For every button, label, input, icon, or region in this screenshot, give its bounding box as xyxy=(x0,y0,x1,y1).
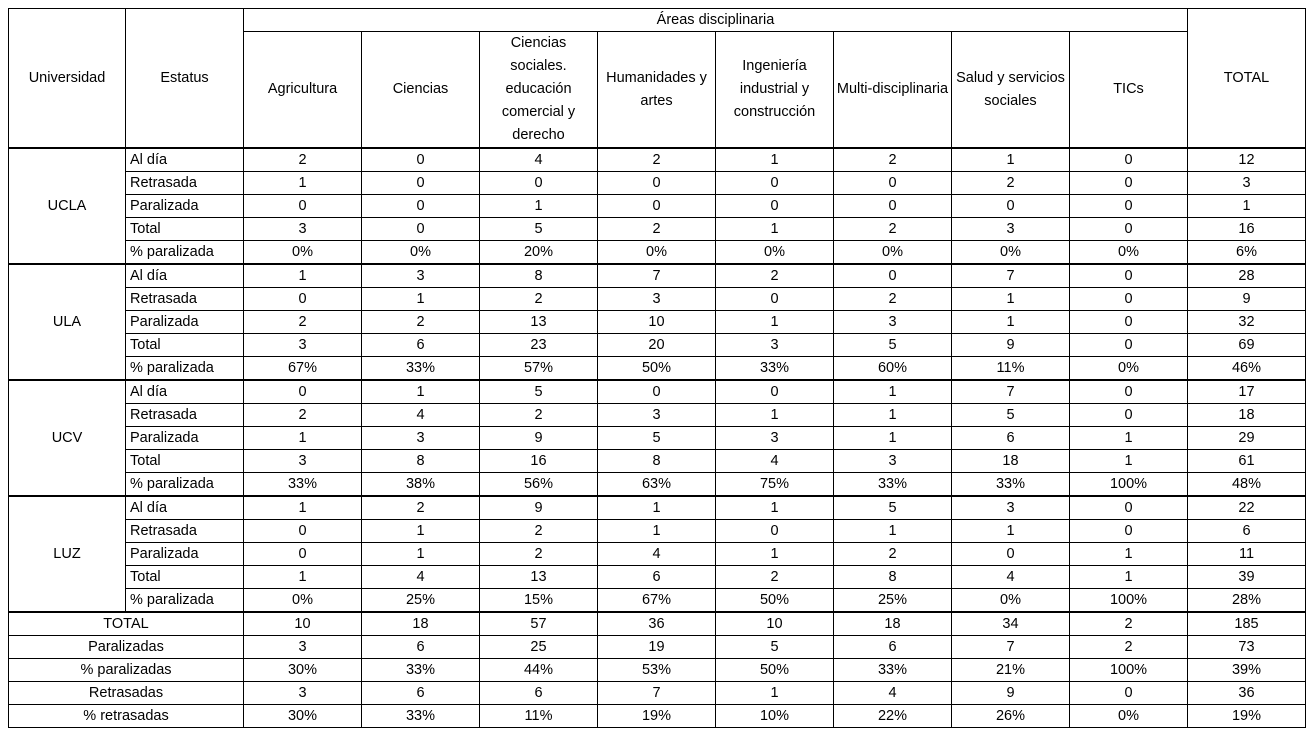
table-cell: 2 xyxy=(362,496,480,520)
table-cell: 0 xyxy=(362,172,480,195)
table-cell: 57% xyxy=(480,357,598,381)
table-cell: 39% xyxy=(1188,659,1306,682)
university-name: UCLA xyxy=(9,148,126,264)
table-cell: 33% xyxy=(834,659,952,682)
table-cell: 5 xyxy=(952,404,1070,427)
table-cell: 3 xyxy=(244,636,362,659)
status-label: Retrasada xyxy=(126,404,244,427)
table-cell: 1 xyxy=(362,520,480,543)
table-cell: 8 xyxy=(362,450,480,473)
table-cell: 61 xyxy=(1188,450,1306,473)
summary-row xyxy=(9,682,1306,705)
table-cell: 0% xyxy=(952,241,1070,265)
table-cell: 1 xyxy=(952,520,1070,543)
table-cell: 25 xyxy=(480,636,598,659)
table-cell: 25% xyxy=(834,589,952,613)
table-cell: 0 xyxy=(244,520,362,543)
table-cell: 7 xyxy=(598,264,716,288)
table-cell: 33% xyxy=(362,659,480,682)
table-cell: 18 xyxy=(834,612,952,636)
table-cell: 63% xyxy=(598,473,716,497)
table-cell: 18 xyxy=(1188,404,1306,427)
table-row xyxy=(9,195,1306,218)
table-cell: 0 xyxy=(362,218,480,241)
status-label: % paralizada xyxy=(126,473,244,497)
table-cell: 1 xyxy=(244,264,362,288)
status-label: Retrasada xyxy=(126,172,244,195)
status-label: Paralizada xyxy=(126,543,244,566)
table-cell: 33% xyxy=(952,473,1070,497)
table-cell: 0 xyxy=(598,380,716,404)
table-cell: 4 xyxy=(362,566,480,589)
table-cell: 16 xyxy=(480,450,598,473)
table-cell: 0 xyxy=(1070,520,1188,543)
table-row xyxy=(9,566,1306,589)
table-cell: 10 xyxy=(716,612,834,636)
status-label: % paralizada xyxy=(126,589,244,613)
table-cell: 1 xyxy=(716,682,834,705)
university-status-table xyxy=(8,8,1306,728)
table-cell: 53% xyxy=(598,659,716,682)
table-cell: 100% xyxy=(1070,659,1188,682)
table-cell: 1 xyxy=(952,148,1070,172)
table-row xyxy=(9,520,1306,543)
table-cell: 2 xyxy=(834,218,952,241)
table-cell: 0 xyxy=(362,148,480,172)
table-cell: 6 xyxy=(952,427,1070,450)
university-name: UCV xyxy=(9,380,126,496)
table-cell: 100% xyxy=(1070,589,1188,613)
header-total: TOTAL xyxy=(1188,9,1306,149)
table-cell: 2 xyxy=(244,311,362,334)
table-cell: 2 xyxy=(1070,636,1188,659)
table-cell: 0 xyxy=(1070,404,1188,427)
table-cell: 0 xyxy=(834,264,952,288)
table-cell: 69 xyxy=(1188,334,1306,357)
table-cell: 1 xyxy=(244,427,362,450)
table-cell: 13 xyxy=(480,566,598,589)
table-cell: 1 xyxy=(362,288,480,311)
table-cell: 19% xyxy=(598,705,716,728)
table-cell: 1 xyxy=(1070,427,1188,450)
table-cell: 0% xyxy=(716,241,834,265)
table-cell: 7 xyxy=(598,682,716,705)
table-cell: 23 xyxy=(480,334,598,357)
table-cell: 22% xyxy=(834,705,952,728)
table-cell: 20% xyxy=(480,241,598,265)
table-cell: 9 xyxy=(480,427,598,450)
table-cell: 60% xyxy=(834,357,952,381)
table-cell: 50% xyxy=(598,357,716,381)
table-cell: 11% xyxy=(952,357,1070,381)
table-cell: 0% xyxy=(1070,357,1188,381)
university-name: LUZ xyxy=(9,496,126,612)
header-status: Estatus xyxy=(126,9,244,149)
table-cell: 0 xyxy=(1070,334,1188,357)
table-cell: 3 xyxy=(244,450,362,473)
table-cell: 16 xyxy=(1188,218,1306,241)
table-cell: 0 xyxy=(952,543,1070,566)
status-label: Total xyxy=(126,334,244,357)
table-cell: 2 xyxy=(362,311,480,334)
table-cell: 1 xyxy=(952,288,1070,311)
summary-row xyxy=(9,705,1306,728)
summary-row xyxy=(9,659,1306,682)
table-cell: 26% xyxy=(952,705,1070,728)
table-cell: 1 xyxy=(716,311,834,334)
table-cell: 8 xyxy=(598,450,716,473)
table-cell: 0% xyxy=(952,589,1070,613)
table-cell: 0 xyxy=(598,172,716,195)
table-cell: 29 xyxy=(1188,427,1306,450)
table-cell: 18 xyxy=(952,450,1070,473)
table-cell: 4 xyxy=(834,682,952,705)
table-cell: 0 xyxy=(480,172,598,195)
table-cell: 73 xyxy=(1188,636,1306,659)
table-cell: 0 xyxy=(598,195,716,218)
table-cell: 75% xyxy=(716,473,834,497)
table-cell: 57 xyxy=(480,612,598,636)
table-cell: 3 xyxy=(716,427,834,450)
table-row xyxy=(9,404,1306,427)
table-cell: 0 xyxy=(716,288,834,311)
table-cell: 3 xyxy=(1188,172,1306,195)
table-cell: 1 xyxy=(244,496,362,520)
status-label: Paralizada xyxy=(126,427,244,450)
table-row xyxy=(9,543,1306,566)
table-cell: 67% xyxy=(598,589,716,613)
status-label: Al día xyxy=(126,148,244,172)
table-cell: 3 xyxy=(952,496,1070,520)
table-cell: 1 xyxy=(1070,450,1188,473)
table-cell: 0% xyxy=(244,589,362,613)
summary-label: % retrasadas xyxy=(9,705,244,728)
table-cell: 2 xyxy=(952,172,1070,195)
table-cell: 0 xyxy=(1070,288,1188,311)
table-cell: 0 xyxy=(716,380,834,404)
table-cell: 3 xyxy=(244,334,362,357)
table-cell: 10 xyxy=(244,612,362,636)
table-cell: 28 xyxy=(1188,264,1306,288)
header-area: Multi-disciplinaria xyxy=(834,32,952,149)
table-cell: 0 xyxy=(244,380,362,404)
table-cell: 3 xyxy=(362,427,480,450)
table-row xyxy=(9,473,1306,497)
header-area: Ciencias xyxy=(362,32,480,149)
table-cell: 7 xyxy=(952,380,1070,404)
table-cell: 6 xyxy=(362,334,480,357)
status-label: % paralizada xyxy=(126,241,244,265)
table-cell: 10 xyxy=(598,311,716,334)
status-label: Retrasada xyxy=(126,520,244,543)
table-row xyxy=(9,496,1306,520)
table-cell: 2 xyxy=(244,148,362,172)
table-cell: 33% xyxy=(362,357,480,381)
table-cell: 3 xyxy=(598,288,716,311)
table-cell: 1 xyxy=(362,543,480,566)
table-cell: 19 xyxy=(598,636,716,659)
table-cell: 3 xyxy=(716,334,834,357)
table-cell: 0 xyxy=(362,195,480,218)
table-cell: 0 xyxy=(716,172,834,195)
status-label: Paralizada xyxy=(126,195,244,218)
table-cell: 36 xyxy=(598,612,716,636)
table-cell: 30% xyxy=(244,659,362,682)
table-cell: 6 xyxy=(1188,520,1306,543)
status-label: % paralizada xyxy=(126,357,244,381)
table-cell: 1 xyxy=(716,496,834,520)
header-area: Ingeniería industrial y construcción xyxy=(716,32,834,149)
header-row-1 xyxy=(9,9,1306,32)
table-cell: 32 xyxy=(1188,311,1306,334)
table-cell: 0 xyxy=(952,195,1070,218)
table-cell: 28% xyxy=(1188,589,1306,613)
table-cell: 1 xyxy=(834,427,952,450)
status-label: Al día xyxy=(126,496,244,520)
table-cell: 0 xyxy=(716,520,834,543)
table-cell: 1 xyxy=(244,566,362,589)
table-cell: 36 xyxy=(1188,682,1306,705)
status-label: Total xyxy=(126,450,244,473)
table-row xyxy=(9,450,1306,473)
table-cell: 6 xyxy=(362,682,480,705)
table-cell: 1 xyxy=(1070,543,1188,566)
table-cell: 0 xyxy=(834,172,952,195)
header-area: Humanidades y artes xyxy=(598,32,716,149)
summary-label: Paralizadas xyxy=(9,636,244,659)
table-row xyxy=(9,357,1306,381)
table-cell: 2 xyxy=(598,218,716,241)
table-cell: 44% xyxy=(480,659,598,682)
table-cell: 0 xyxy=(244,543,362,566)
table-cell: 4 xyxy=(716,450,834,473)
table-cell: 1 xyxy=(716,404,834,427)
table-cell: 25% xyxy=(362,589,480,613)
table-cell: 2 xyxy=(716,566,834,589)
table-cell: 1 xyxy=(1070,566,1188,589)
table-cell: 11% xyxy=(480,705,598,728)
table-row xyxy=(9,427,1306,450)
table-row xyxy=(9,380,1306,404)
table-row xyxy=(9,288,1306,311)
table-cell: 0 xyxy=(1070,496,1188,520)
table-cell: 50% xyxy=(716,589,834,613)
table-cell: 0 xyxy=(1070,311,1188,334)
table-cell: 67% xyxy=(244,357,362,381)
table-cell: 7 xyxy=(952,636,1070,659)
table-cell: 0 xyxy=(244,195,362,218)
table-cell: 5 xyxy=(598,427,716,450)
table-row xyxy=(9,311,1306,334)
table-cell: 0% xyxy=(598,241,716,265)
table-cell: 0 xyxy=(244,288,362,311)
table-cell: 1 xyxy=(834,520,952,543)
table-cell: 13 xyxy=(480,311,598,334)
table-cell: 0 xyxy=(1070,195,1188,218)
status-label: Al día xyxy=(126,380,244,404)
table-container xyxy=(8,8,1306,728)
table-cell: 33% xyxy=(362,705,480,728)
table-cell: 2 xyxy=(834,543,952,566)
table-cell: 6 xyxy=(598,566,716,589)
table-cell: 3 xyxy=(834,311,952,334)
table-cell: 9 xyxy=(952,334,1070,357)
table-cell: 10% xyxy=(716,705,834,728)
table-cell: 33% xyxy=(834,473,952,497)
table-cell: 21% xyxy=(952,659,1070,682)
table-cell: 1 xyxy=(362,380,480,404)
summary-label: Retrasadas xyxy=(9,682,244,705)
table-cell: 0 xyxy=(1070,218,1188,241)
table-cell: 9 xyxy=(952,682,1070,705)
summary-row xyxy=(9,612,1306,636)
status-label: Total xyxy=(126,566,244,589)
status-label: Paralizada xyxy=(126,311,244,334)
table-cell: 5 xyxy=(480,380,598,404)
table-cell: 0 xyxy=(1070,264,1188,288)
table-cell: 6 xyxy=(480,682,598,705)
table-cell: 0 xyxy=(1070,682,1188,705)
table-cell: 2 xyxy=(834,148,952,172)
table-cell: 6% xyxy=(1188,241,1306,265)
status-label: Total xyxy=(126,218,244,241)
table-cell: 56% xyxy=(480,473,598,497)
table-cell: 22 xyxy=(1188,496,1306,520)
table-cell: 2 xyxy=(716,264,834,288)
table-cell: 1 xyxy=(952,311,1070,334)
table-cell: 5 xyxy=(834,334,952,357)
summary-label: % paralizadas xyxy=(9,659,244,682)
table-cell: 0% xyxy=(244,241,362,265)
table-cell: 100% xyxy=(1070,473,1188,497)
status-label: Al día xyxy=(126,264,244,288)
table-cell: 9 xyxy=(480,496,598,520)
table-cell: 7 xyxy=(952,264,1070,288)
table-cell: 2 xyxy=(480,404,598,427)
table-cell: 0 xyxy=(834,195,952,218)
table-cell: 0 xyxy=(1070,148,1188,172)
table-body xyxy=(9,148,1306,728)
table-cell: 18 xyxy=(362,612,480,636)
table-cell: 0 xyxy=(716,195,834,218)
university-name: ULA xyxy=(9,264,126,380)
table-row xyxy=(9,334,1306,357)
table-cell: 39 xyxy=(1188,566,1306,589)
table-cell: 185 xyxy=(1188,612,1306,636)
table-cell: 12 xyxy=(1188,148,1306,172)
table-cell: 1 xyxy=(716,218,834,241)
header-university: Universidad xyxy=(9,9,126,149)
table-row xyxy=(9,148,1306,172)
table-cell: 5 xyxy=(716,636,834,659)
status-label: Retrasada xyxy=(126,288,244,311)
table-cell: 11 xyxy=(1188,543,1306,566)
table-cell: 4 xyxy=(952,566,1070,589)
table-cell: 2 xyxy=(244,404,362,427)
table-cell: 6 xyxy=(834,636,952,659)
table-cell: 50% xyxy=(716,659,834,682)
table-row xyxy=(9,172,1306,195)
table-cell: 8 xyxy=(480,264,598,288)
table-cell: 48% xyxy=(1188,473,1306,497)
table-cell: 5 xyxy=(834,496,952,520)
table-row xyxy=(9,589,1306,613)
table-cell: 46% xyxy=(1188,357,1306,381)
table-cell: 3 xyxy=(834,450,952,473)
header-area: Ciencias sociales. educación comercial y derecho xyxy=(480,32,598,149)
table-cell: 0 xyxy=(1070,172,1188,195)
table-cell: 2 xyxy=(598,148,716,172)
summary-row xyxy=(9,636,1306,659)
table-cell: 3 xyxy=(362,264,480,288)
table-cell: 4 xyxy=(598,543,716,566)
table-cell: 2 xyxy=(480,288,598,311)
table-cell: 33% xyxy=(716,357,834,381)
table-cell: 2 xyxy=(834,288,952,311)
table-cell: 3 xyxy=(244,682,362,705)
table-cell: 3 xyxy=(952,218,1070,241)
table-cell: 1 xyxy=(244,172,362,195)
table-row xyxy=(9,218,1306,241)
table-cell: 3 xyxy=(244,218,362,241)
header-area: Agricultura xyxy=(244,32,362,149)
table-cell: 15% xyxy=(480,589,598,613)
table-cell: 1 xyxy=(834,380,952,404)
table-row xyxy=(9,241,1306,265)
table-cell: 1 xyxy=(716,543,834,566)
table-cell: 20 xyxy=(598,334,716,357)
table-cell: 9 xyxy=(1188,288,1306,311)
table-cell: 1 xyxy=(598,496,716,520)
table-cell: 8 xyxy=(834,566,952,589)
table-cell: 30% xyxy=(244,705,362,728)
table-cell: 1 xyxy=(716,148,834,172)
table-cell: 1 xyxy=(1188,195,1306,218)
table-cell: 0% xyxy=(1070,705,1188,728)
table-cell: 3 xyxy=(598,404,716,427)
table-cell: 38% xyxy=(362,473,480,497)
header-area: Salud y servicios sociales xyxy=(952,32,1070,149)
table-cell: 19% xyxy=(1188,705,1306,728)
table-cell: 6 xyxy=(362,636,480,659)
table-cell: 0% xyxy=(362,241,480,265)
table-cell: 2 xyxy=(1070,612,1188,636)
table-cell: 4 xyxy=(480,148,598,172)
table-cell: 1 xyxy=(598,520,716,543)
table-row xyxy=(9,264,1306,288)
table-cell: 5 xyxy=(480,218,598,241)
summary-label: TOTAL xyxy=(9,612,244,636)
table-cell: 0% xyxy=(834,241,952,265)
header-area: TICs xyxy=(1070,32,1188,149)
table-cell: 1 xyxy=(480,195,598,218)
table-cell: 2 xyxy=(480,543,598,566)
table-cell: 1 xyxy=(834,404,952,427)
table-cell: 0% xyxy=(1070,241,1188,265)
table-cell: 2 xyxy=(480,520,598,543)
table-cell: 34 xyxy=(952,612,1070,636)
table-cell: 33% xyxy=(244,473,362,497)
table-cell: 17 xyxy=(1188,380,1306,404)
table-cell: 0 xyxy=(1070,380,1188,404)
header-areas-title: Áreas disciplinaria xyxy=(244,9,1188,32)
table-cell: 4 xyxy=(362,404,480,427)
